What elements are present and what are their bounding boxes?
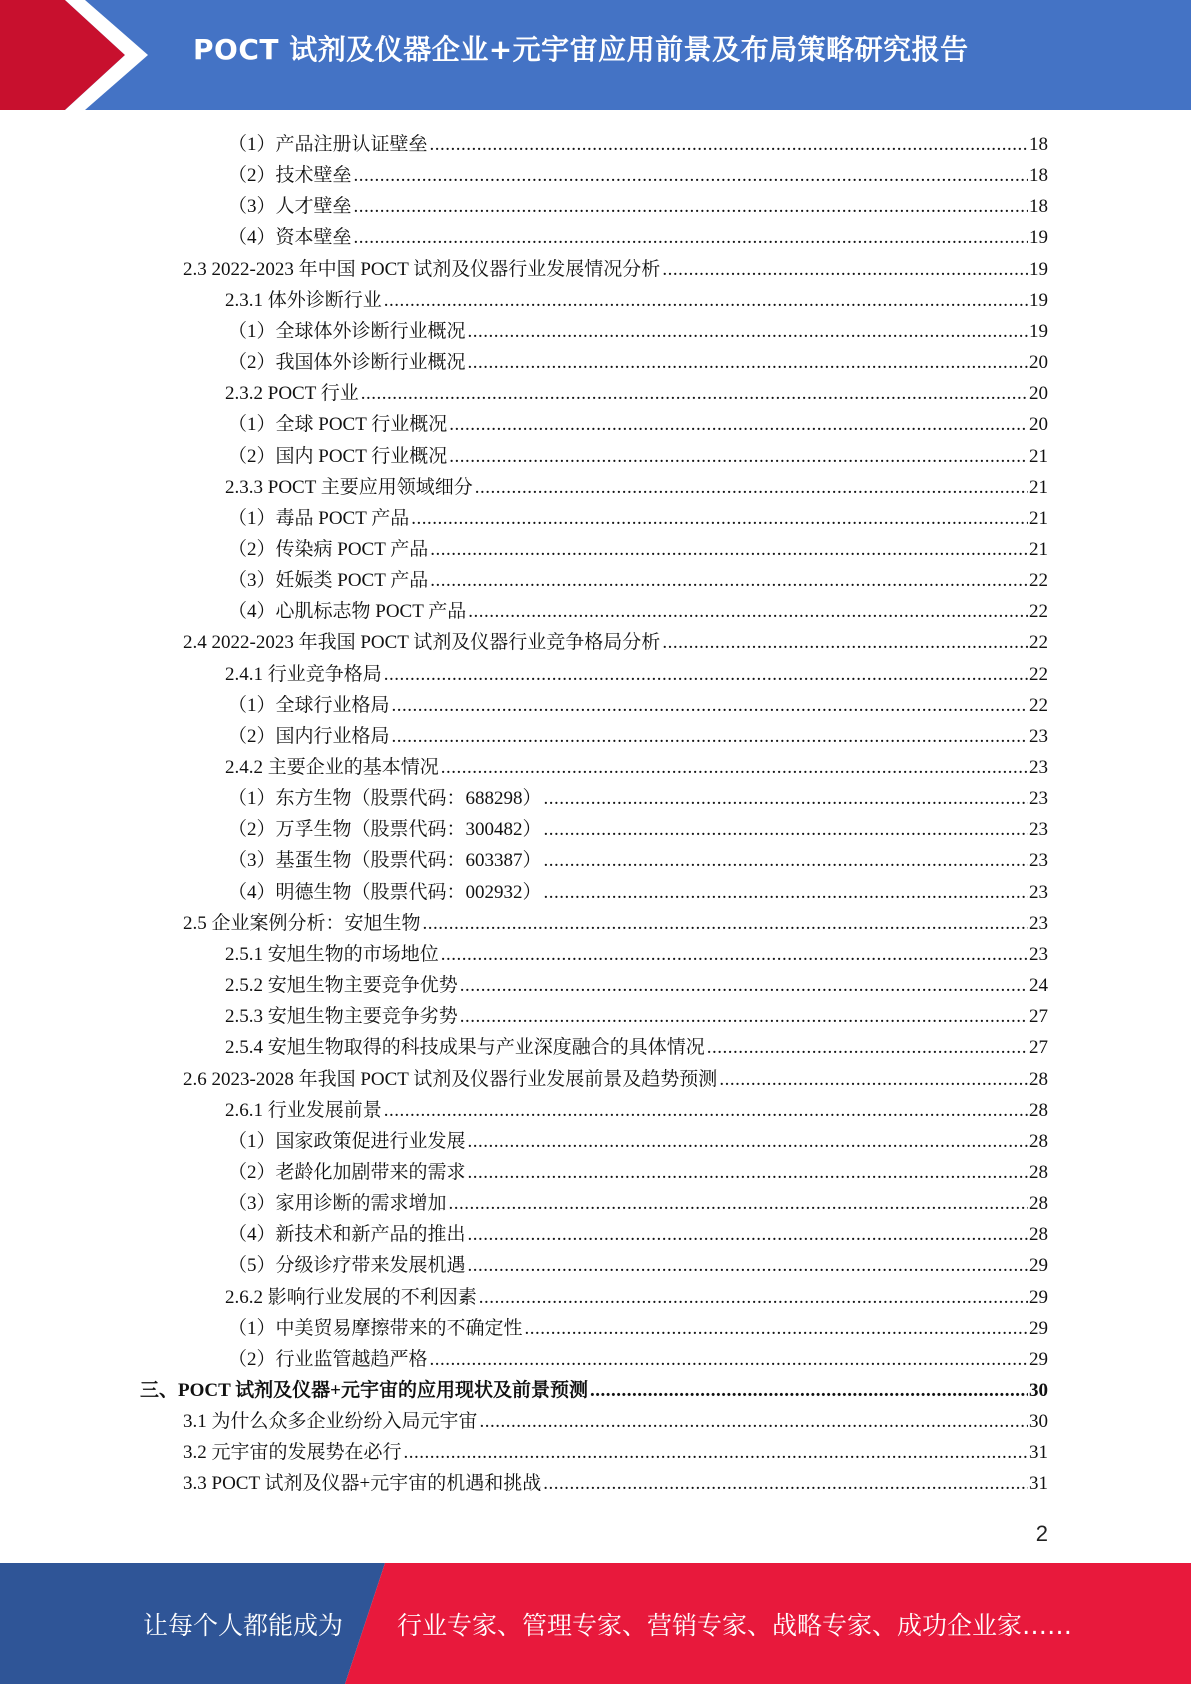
toc-entry-label: 2.3.3 POCT 主要应用领域细分 <box>225 476 473 498</box>
toc-dot-leader <box>590 1375 1028 1406</box>
toc-entry[interactable] <box>228 845 1048 876</box>
toc-entry-label: （1）东方生物（股票代码：688298） <box>228 788 542 810</box>
toc-entry-label: （3）人才壁垒 <box>228 196 352 218</box>
toc-dot-leader <box>384 1095 1028 1126</box>
toc-dot-leader <box>468 596 1028 627</box>
toc-dot-leader <box>544 877 1028 908</box>
toc-entry-label: （2）传染病 POCT 产品 <box>228 538 429 560</box>
toc-entry[interactable] <box>225 378 1048 409</box>
toc-entry[interactable] <box>183 908 1048 939</box>
toc-entry[interactable] <box>225 1095 1048 1126</box>
toc-entry[interactable] <box>228 409 1048 440</box>
toc-dot-leader <box>384 285 1028 316</box>
toc-entry-page: 29 <box>1029 1255 1048 1277</box>
toc-entry-label: 2.6 2023-2028 年我国 POCT 试剂及仪器行业发展前景及趋势预测 <box>183 1068 718 1090</box>
toc-entry-page: 23 <box>1029 912 1048 934</box>
toc-entry-page: 18 <box>1029 196 1048 218</box>
toc-entry[interactable] <box>228 316 1048 347</box>
toc-entry-page: 29 <box>1029 1348 1048 1370</box>
toc-entry-page: 29 <box>1029 1317 1048 1339</box>
toc-dot-leader <box>392 690 1028 721</box>
toc-dot-leader <box>544 845 1028 876</box>
toc-entry-label: 2.6.1 行业发展前景 <box>225 1099 382 1121</box>
toc-dot-leader <box>468 316 1028 347</box>
toc-entry[interactable] <box>228 129 1048 160</box>
toc-entry-label: （3）妊娠类 POCT 产品 <box>228 570 429 592</box>
toc-dot-leader <box>354 160 1028 191</box>
toc-entry-page: 22 <box>1029 694 1048 716</box>
toc-entry-label: （2）技术壁垒 <box>228 165 352 187</box>
toc-dot-leader <box>449 441 1028 472</box>
toc-entry-label: 3.2 元宇宙的发展势在必行 <box>183 1442 402 1464</box>
toc-dot-leader <box>430 534 1028 565</box>
toc-dot-leader <box>468 1250 1028 1281</box>
toc-entry[interactable] <box>228 1157 1048 1188</box>
toc-entry[interactable] <box>228 1313 1048 1344</box>
toc-entry-label: （2）国内行业格局 <box>228 725 390 747</box>
toc-entry-label: 三、POCT 试剂及仪器+元宇宙的应用现状及前景预测 <box>140 1380 589 1401</box>
toc-entry[interactable] <box>225 1282 1048 1313</box>
toc-dot-leader <box>544 814 1028 845</box>
toc-entry-page: 20 <box>1029 352 1048 374</box>
toc-entry[interactable] <box>228 783 1048 814</box>
toc-entry-page: 22 <box>1029 570 1048 592</box>
toc-entry-page: 22 <box>1029 601 1048 623</box>
toc-entry-page: 28 <box>1029 1068 1048 1090</box>
toc-dot-leader <box>468 1126 1028 1157</box>
toc-entry[interactable] <box>228 690 1048 721</box>
toc-entry-label: （4）资本壁垒 <box>228 227 352 249</box>
toc-dot-leader <box>361 378 1028 409</box>
toc-entry-page: 23 <box>1029 757 1048 778</box>
toc-entry-page: 23 <box>1029 725 1048 747</box>
toc-dot-leader <box>449 1188 1028 1219</box>
toc-entry-page: 19 <box>1029 227 1048 249</box>
toc-entry-label: 2.5.4 安旭生物取得的科技成果与产业深度融合的具体情况 <box>225 1037 705 1059</box>
toc-entry-page: 27 <box>1029 1037 1048 1059</box>
toc-entry-label: （2）行业监管越趋严格 <box>228 1348 428 1370</box>
toc-dot-leader <box>475 472 1028 503</box>
toc-entry[interactable] <box>228 1219 1048 1250</box>
toc-entry[interactable] <box>228 534 1048 565</box>
toc-dot-leader <box>468 1157 1028 1188</box>
toc-entry[interactable] <box>183 254 1048 285</box>
toc-entry-page: 28 <box>1029 1130 1048 1152</box>
toc-entry-label: 2.3.2 POCT 行业 <box>225 383 359 405</box>
toc-entry-page: 29 <box>1029 1286 1048 1308</box>
toc-entry[interactable] <box>228 596 1048 627</box>
toc-entry-page: 18 <box>1029 134 1048 155</box>
toc-entry[interactable] <box>140 1375 1048 1406</box>
toc-entry-page: 18 <box>1029 165 1048 187</box>
toc-dot-leader <box>423 908 1028 939</box>
toc-entry-label: （4）心肌标志物 POCT 产品 <box>228 601 467 623</box>
toc-entry[interactable] <box>228 565 1048 596</box>
toc-entry[interactable] <box>228 814 1048 845</box>
toc-dot-leader <box>404 1437 1028 1468</box>
toc-entry-label: （4）明德生物（股票代码：002932） <box>228 881 542 903</box>
toc-entry-page: 20 <box>1029 383 1048 405</box>
toc-entry-label: 2.4.2 主要企业的基本情况 <box>225 757 439 778</box>
toc-entry-label: （1）全球行业格局 <box>228 694 390 716</box>
toc-entry-label: （1）中美贸易摩擦带来的不确定性 <box>228 1317 523 1339</box>
toc-dot-leader <box>719 1064 1028 1095</box>
toc-dot-leader <box>468 1219 1028 1250</box>
toc-entry[interactable] <box>225 1001 1048 1032</box>
toc-entry-page: 23 <box>1029 788 1048 810</box>
toc-dot-leader <box>354 191 1028 222</box>
toc-entry[interactable] <box>228 191 1048 222</box>
toc-entry-page: 27 <box>1029 1006 1048 1028</box>
toc-entry-page: 23 <box>1029 881 1048 903</box>
toc-dot-leader <box>430 565 1028 596</box>
toc-entry-page: 28 <box>1029 1099 1048 1121</box>
toc-entry-label: （2）老龄化加剧带来的需求 <box>228 1161 466 1183</box>
toc-dot-leader <box>441 752 1028 783</box>
toc-entry[interactable] <box>228 1126 1048 1157</box>
toc-dot-leader <box>449 409 1028 440</box>
toc-entry[interactable] <box>183 1468 1048 1499</box>
toc-entry[interactable] <box>225 939 1048 970</box>
toc-entry-page: 28 <box>1029 1224 1048 1246</box>
toc-entry[interactable] <box>225 285 1048 316</box>
toc-entry[interactable] <box>228 877 1048 908</box>
toc-entry[interactable] <box>225 1032 1048 1063</box>
toc-dot-leader <box>543 1468 1028 1499</box>
toc-dot-leader <box>384 659 1028 690</box>
toc-entry-page: 23 <box>1029 850 1048 872</box>
toc-entry[interactable] <box>228 441 1048 472</box>
toc-entry-page: 23 <box>1029 943 1048 965</box>
toc-entry-page: 24 <box>1029 975 1048 997</box>
page-footer <box>0 1563 1191 1684</box>
footer-slogan-right: 行业专家、管理专家、营销专家、战略专家、成功企业家…… <box>397 1611 1073 1640</box>
toc-dot-leader <box>460 970 1028 1001</box>
toc-entry-label: （1）全球 POCT 行业概况 <box>228 414 448 436</box>
toc-entry-label: 2.5 企业案例分析：安旭生物 <box>183 912 421 934</box>
toc-dot-leader <box>544 783 1028 814</box>
toc-entry-page: 28 <box>1029 1193 1048 1215</box>
toc-dot-leader <box>460 1001 1028 1032</box>
toc-entry-page: 22 <box>1029 632 1048 654</box>
footer-slogan-left: 让每个人都能成为 <box>143 1611 344 1640</box>
toc-entry-page: 28 <box>1029 1161 1048 1183</box>
toc-entry[interactable] <box>225 752 1048 783</box>
toc-dot-leader <box>411 503 1028 534</box>
toc-entry-page: 21 <box>1029 507 1048 529</box>
toc-dot-leader <box>480 1406 1028 1437</box>
toc-entry[interactable] <box>228 1250 1048 1281</box>
toc-entry-page: 30 <box>1029 1411 1048 1433</box>
toc-dot-leader <box>430 1344 1028 1375</box>
toc-entry-label: （1）产品注册认证壁垒 <box>228 134 428 155</box>
toc-dot-leader <box>662 254 1028 285</box>
toc-entry-label: 2.5.2 安旭生物主要竞争优势 <box>225 975 458 997</box>
toc-dot-leader <box>392 721 1028 752</box>
toc-dot-leader <box>430 129 1028 160</box>
toc-entry-label: 2.6.2 影响行业发展的不利因素 <box>225 1286 477 1308</box>
toc-entry-page: 31 <box>1029 1473 1048 1495</box>
toc-dot-leader <box>525 1313 1028 1344</box>
toc-entry[interactable] <box>228 160 1048 191</box>
toc-entry-label: （1）毒品 POCT 产品 <box>228 507 410 529</box>
toc-entry[interactable] <box>183 627 1048 658</box>
toc-entry-label: 2.3.1 体外诊断行业 <box>225 289 382 311</box>
toc-entry-page: 19 <box>1029 258 1048 280</box>
toc-entry-page: 30 <box>1029 1380 1048 1401</box>
toc-entry-label: （3）家用诊断的需求增加 <box>228 1193 447 1215</box>
toc-entry[interactable] <box>183 1064 1048 1095</box>
toc-entry-label: （2）国内 POCT 行业概况 <box>228 445 448 467</box>
toc-entry-page: 21 <box>1029 476 1048 498</box>
toc-entry-page: 20 <box>1029 414 1048 436</box>
toc-entry-label: 2.4.1 行业竞争格局 <box>225 663 382 685</box>
toc-entry[interactable] <box>228 222 1048 253</box>
toc-entry[interactable] <box>228 1344 1048 1375</box>
toc-entry[interactable] <box>228 1188 1048 1219</box>
toc-entry-label: （2）万孚生物（股票代码：300482） <box>228 819 542 841</box>
toc-entry[interactable] <box>228 347 1048 378</box>
toc-entry-label: （2）我国体外诊断行业概况 <box>228 352 466 374</box>
toc-entry-page: 19 <box>1029 320 1048 342</box>
toc-entry[interactable] <box>228 721 1048 752</box>
toc-entry-label: 3.1 为什么众多企业纷纷入局元宇宙 <box>183 1411 478 1433</box>
toc-entry-label: （4）新技术和新产品的推出 <box>228 1224 466 1246</box>
toc-entry-label: 3.3 POCT 试剂及仪器+元宇宙的机遇和挑战 <box>183 1473 542 1495</box>
toc-dot-leader <box>468 347 1028 378</box>
toc-dot-leader <box>662 627 1028 658</box>
toc-dot-leader <box>707 1032 1028 1063</box>
toc-entry-label: 2.4 2022-2023 年我国 POCT 试剂及仪器行业竞争格局分析 <box>183 632 661 654</box>
toc-entry-label: （1）全球体外诊断行业概况 <box>228 320 466 342</box>
toc-dot-leader <box>479 1282 1028 1313</box>
report-title: POCT 试剂及仪器企业+元宇宙应用前景及布局策略研究报告 <box>193 33 969 66</box>
toc-dot-leader <box>354 222 1028 253</box>
toc-entry-label: 2.5.3 安旭生物主要竞争劣势 <box>225 1006 458 1028</box>
toc-entry-label: （3）基蛋生物（股票代码：603387） <box>228 850 542 872</box>
toc-entry-label: 2.5.1 安旭生物的市场地位 <box>225 943 439 965</box>
toc-entry[interactable] <box>225 659 1048 690</box>
toc-entry[interactable] <box>183 1437 1048 1468</box>
toc-dot-leader <box>441 939 1028 970</box>
toc-entry-page: 22 <box>1029 663 1048 685</box>
toc-entry-page: 31 <box>1029 1442 1048 1464</box>
toc-entry-label: （1）国家政策促进行业发展 <box>228 1130 466 1152</box>
toc-entry-page: 21 <box>1029 538 1048 560</box>
page-number: 2 <box>1035 1521 1048 1546</box>
toc-entry[interactable] <box>225 970 1048 1001</box>
toc-entry-label: （5）分级诊疗带来发展机遇 <box>228 1255 466 1277</box>
page-header <box>0 0 1191 110</box>
toc-entry-page: 23 <box>1029 819 1048 841</box>
toc-entry[interactable] <box>228 503 1048 534</box>
toc-entry-page: 21 <box>1029 445 1048 467</box>
toc-entry-page: 19 <box>1029 289 1048 311</box>
toc-entry[interactable] <box>183 1406 1048 1437</box>
toc-entry-label: 2.3 2022-2023 年中国 POCT 试剂及仪器行业发展情况分析 <box>183 258 661 280</box>
toc-entry[interactable] <box>225 472 1048 503</box>
